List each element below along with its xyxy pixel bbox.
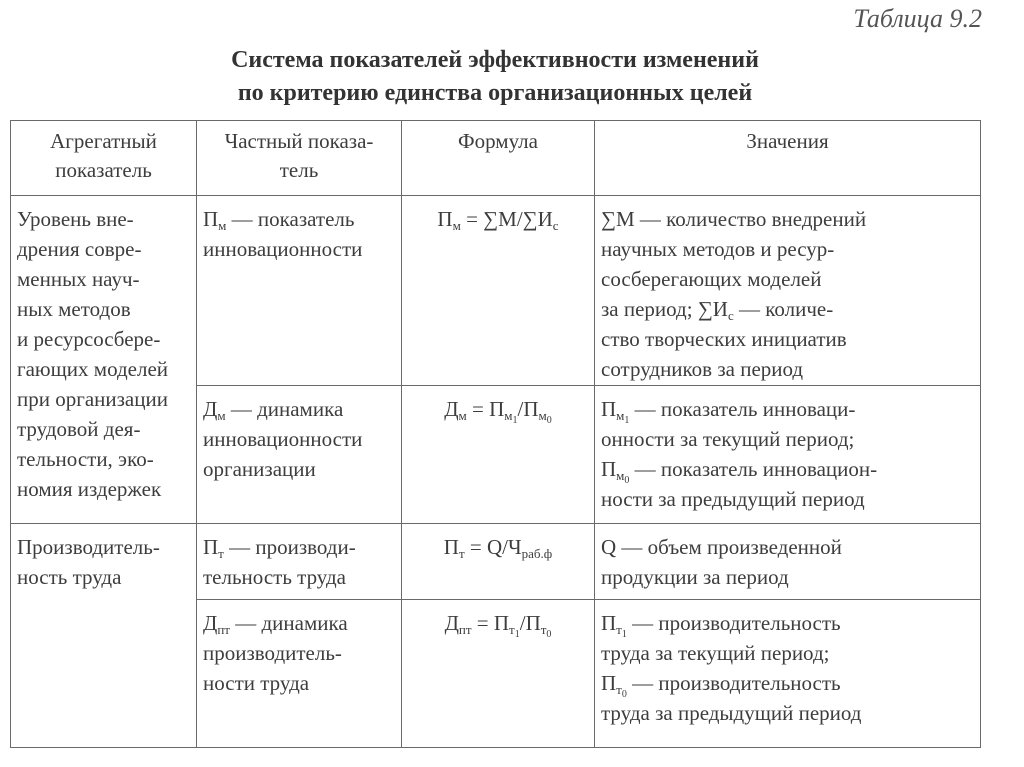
cell-line: сосберегающих моделей — [601, 267, 822, 291]
cell-line: онности за текущий период; — [601, 427, 855, 451]
cell-line: ных методов — [17, 297, 131, 321]
header-formula: Формула — [402, 121, 595, 196]
formula-cell: $Д_{пт} = П_{т_1}/П_{т_0}$ — [402, 600, 595, 748]
cell-line: Q — объем произведенной — [601, 535, 842, 559]
header-partial: Частный показа- тель — [197, 121, 402, 196]
table-row — [11, 524, 981, 600]
cell-line: $П_{м_1}$ — показатель инноваци- — [601, 397, 856, 426]
cell-line: Производитель- — [17, 535, 160, 559]
cell-line: сотрудников за период — [601, 357, 804, 381]
cell-line: дрения совре- — [17, 237, 142, 261]
indicators-table — [10, 120, 981, 748]
cell-line: инновационности — [203, 237, 363, 261]
cell-line: ство творческих инициатив — [601, 327, 847, 351]
cell-line: производитель- — [203, 641, 342, 665]
cell-line: ∑М — количество внедрений — [601, 207, 867, 231]
cell-line: организации — [203, 457, 316, 481]
cell-line: труда за текущий период; — [601, 641, 830, 665]
title-line: Система показателей эффективности изменений — [231, 47, 759, 73]
cell-line: $Д_{пт}$ — динамика — [203, 611, 348, 637]
formula-cell: $П_м = \sum М/\sum И_с$ — [402, 196, 595, 386]
partial-cell — [197, 386, 402, 524]
cell-line: Уровень вне- — [17, 207, 134, 231]
header-values: Значения — [595, 121, 981, 196]
cell-line: гающих моделей — [17, 357, 169, 381]
cell-line: при организации — [17, 387, 168, 411]
table-number: Таблица 9.2 — [853, 4, 982, 33]
cell-line: $П_т$ — производи- — [203, 535, 356, 561]
header-aggregate: Агрегатный показатель — [11, 121, 197, 196]
partial-cell — [197, 600, 402, 748]
aggregate-cell — [11, 196, 197, 524]
values-cell — [595, 386, 981, 524]
cell-line: $П_{т_1}$ — производительность — [601, 611, 841, 640]
table-row — [11, 196, 981, 386]
aggregate-cell — [11, 524, 197, 748]
cell-line: инновационности — [203, 427, 363, 451]
formula-cell: $П_т = Q/Ч_{раб.ф}$ — [402, 524, 595, 600]
cell-line: труда за предыдущий период — [601, 701, 862, 725]
cell-line: $Д_м$ — динамика — [203, 397, 344, 423]
cell-line: ности труда — [203, 671, 310, 695]
table-title — [0, 44, 990, 110]
title-line: по критерию единства организационных целей — [237, 80, 753, 106]
cell-line: и ресурсосбере- — [17, 327, 161, 351]
formula-cell: $Д_м = П_{м_1}/П_{м_0}$ — [402, 386, 595, 524]
values-cell — [595, 524, 981, 600]
cell-line: ность труда — [17, 565, 122, 589]
cell-line: $П_м$ — показатель — [203, 207, 355, 233]
cell-line: номия издержек — [17, 477, 162, 501]
cell-line: научных методов и ресур- — [601, 237, 835, 261]
cell-line: продукции за период — [601, 565, 789, 589]
values-cell — [595, 196, 981, 386]
values-cell — [595, 600, 981, 748]
cell-line: $П_{т_0}$ — производительность — [601, 671, 841, 700]
cell-line: трудовой дея- — [17, 417, 141, 441]
cell-line: менных науч- — [17, 267, 140, 291]
partial-cell — [197, 196, 402, 386]
header-row — [11, 121, 981, 196]
partial-cell — [197, 524, 402, 600]
cell-line: тельности, эко- — [17, 447, 154, 471]
cell-line: за период; $\sum И_с$ — количе- — [601, 297, 834, 323]
cell-line: тельность труда — [203, 565, 346, 589]
cell-line: $П_{м_0}$ — показатель инновацион- — [601, 457, 878, 486]
cell-line: ности за предыдущий период — [601, 487, 865, 511]
